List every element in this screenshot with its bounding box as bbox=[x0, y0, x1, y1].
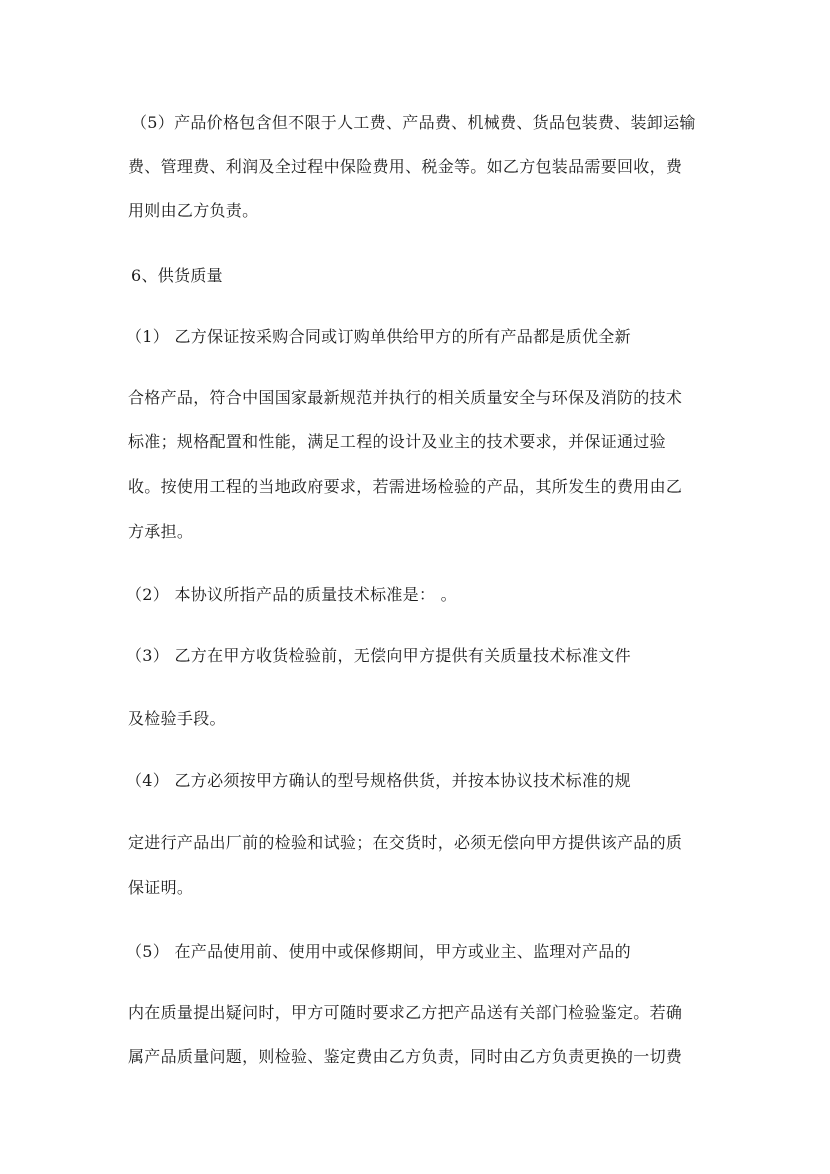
text-line: 用则由乙方负责。 bbox=[128, 201, 259, 220]
text-line: 收。按使用工程的当地政府要求，若需进场检验的产品，其所发生的费用由乙 bbox=[128, 477, 683, 496]
text-line: 内在质量提出疑问时，甲方可随时要求乙方把产品送有关部门检验鉴定。若确 bbox=[128, 1003, 683, 1022]
text-line: （2） 本协议所指产品的质量技术标准是： 。 bbox=[126, 585, 457, 604]
text-line: 及检验手段。 bbox=[128, 709, 226, 728]
text-line: 费、管理费、利润及全过程中保险费用、税金等。如乙方包装品需要回收，费 bbox=[128, 157, 683, 176]
text-line: （5） 在产品使用前、使用中或保修期间，甲方或业主、监理对产品的 bbox=[126, 942, 631, 961]
text-line: 合格产品，符合中国国家最新规范并执行的相关质量安全与环保及消防的技术 bbox=[128, 388, 683, 407]
text-line: 标准；规格配置和性能，满足工程的设计及业主的技术要求，并保证通过验 bbox=[128, 432, 666, 451]
text-line: 定进行产品出厂前的检验和试验；在交货时，必须无偿向甲方提供该产品的质 bbox=[128, 833, 683, 852]
text-line: 保证明。 bbox=[128, 878, 194, 897]
section-heading: 6、供货质量 bbox=[131, 266, 223, 285]
text-line: （1） 乙方保证按采购合同或订购单供给甲方的所有产品都是质优全新 bbox=[126, 327, 631, 346]
text-line: 方承担。 bbox=[128, 522, 194, 541]
text-line: （3） 乙方在甲方收货检验前，无偿向甲方提供有关质量技术标准文件 bbox=[126, 646, 631, 665]
text-line: 属产品质量问题，则检验、鉴定费由乙方负责，同时由乙方负责更换的一切费 bbox=[128, 1047, 683, 1066]
text-line: （5）产品价格包含但不限于人工费、产品费、机械费、货品包装费、装卸运输 bbox=[131, 113, 696, 132]
text-line: （4） 乙方必须按甲方确认的型号规格供货，并按本协议技术标准的规 bbox=[126, 771, 631, 790]
